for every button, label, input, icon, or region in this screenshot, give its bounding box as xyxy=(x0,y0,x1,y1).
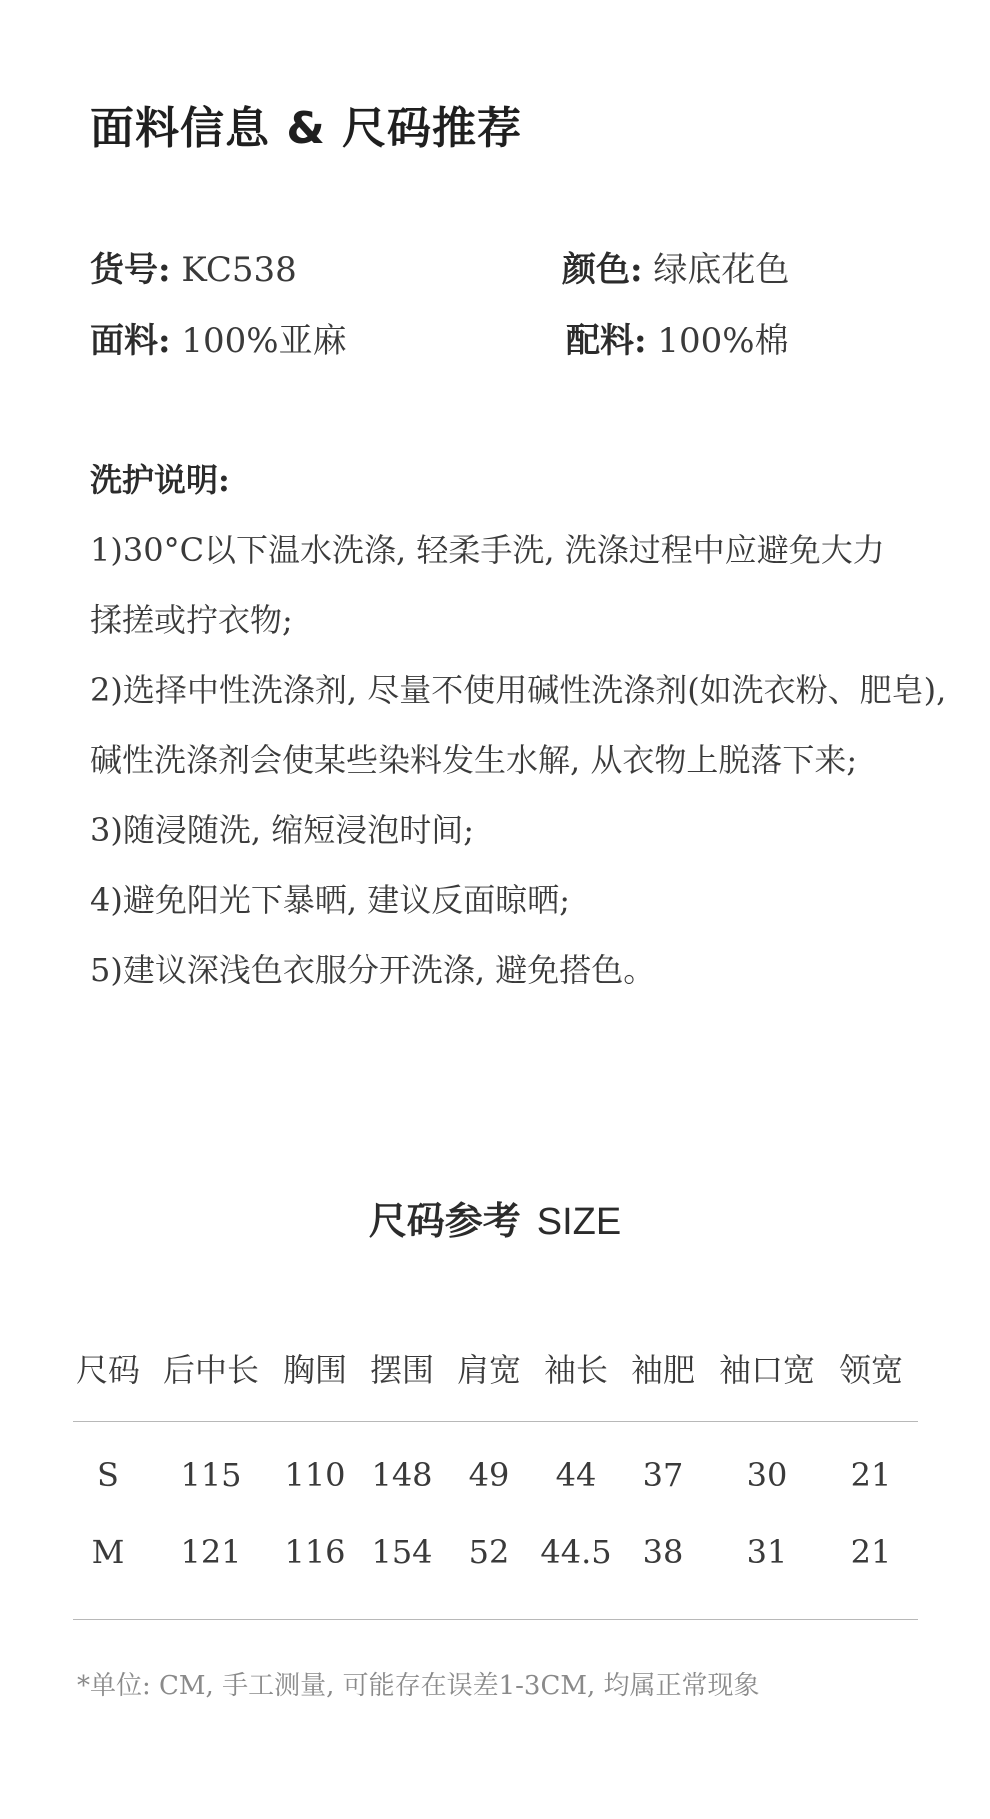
column-header: 胸围 xyxy=(282,1351,348,1389)
size-section-title xyxy=(0,1190,990,1245)
column-header: 袖口宽 xyxy=(718,1351,816,1389)
column-header: 尺码 xyxy=(75,1351,141,1389)
column-header: 袖长 xyxy=(543,1351,609,1389)
table-cell: 115 xyxy=(180,1456,242,1494)
table-cell: 30 xyxy=(746,1456,788,1494)
color-label: 颜色: xyxy=(562,250,643,290)
fabric-label: 面料: xyxy=(90,321,171,361)
table-cell: 154 xyxy=(371,1533,433,1571)
table-cell: 37 xyxy=(642,1456,684,1494)
table-cell: M xyxy=(91,1533,125,1571)
column-header: 摆围 xyxy=(369,1351,435,1389)
table-cell: 31 xyxy=(746,1533,788,1571)
lining-info xyxy=(566,313,789,362)
color-value: 绿底花色 xyxy=(653,250,790,290)
table-cell: 110 xyxy=(284,1456,346,1494)
fabric-value: 100%亚麻 xyxy=(181,321,347,361)
care-line: 揉搓或拧衣物; xyxy=(90,601,293,639)
table-divider-top xyxy=(73,1421,918,1422)
table-cell: 121 xyxy=(180,1533,242,1571)
item-number xyxy=(90,242,297,291)
color-info xyxy=(562,242,789,291)
column-header: 袖肥 xyxy=(630,1351,696,1389)
table-cell: S xyxy=(97,1456,119,1494)
table-cell: 44.5 xyxy=(540,1533,612,1571)
column-header: 后中长 xyxy=(162,1351,260,1389)
care-line: 4)避免阳光下暴晒, 建议反面晾晒; xyxy=(90,881,570,919)
table-cell: 52 xyxy=(468,1533,510,1571)
table-cell: 116 xyxy=(284,1533,346,1571)
item-number-label: 货号: xyxy=(90,250,171,290)
care-line: 碱性洗涤剂会使某些染料发生水解, 从衣物上脱落下来; xyxy=(90,741,858,779)
care-title: 洗护说明: xyxy=(90,461,230,499)
table-divider-bottom xyxy=(73,1619,918,1620)
table-cell: 38 xyxy=(642,1533,684,1571)
size-title-cn: 尺码参考 xyxy=(368,1199,521,1243)
care-line: 5)建议深浅色衣服分开洗涤, 避免搭色。 xyxy=(90,951,656,989)
care-line: 2)选择中性洗涤剂, 尽量不使用碱性洗涤剂(如洗衣粉、肥皂), xyxy=(90,671,947,709)
table-cell: 49 xyxy=(468,1456,510,1494)
table-cell: 148 xyxy=(371,1456,433,1494)
care-line: 3)随浸随洗, 缩短浸泡时间; xyxy=(90,811,474,849)
column-header: 领宽 xyxy=(838,1351,904,1389)
table-cell: 21 xyxy=(850,1533,892,1571)
page-title: 面料信息 & 尺码推荐 xyxy=(90,103,523,154)
table-cell: 44 xyxy=(555,1456,597,1494)
item-number-value: KC538 xyxy=(181,250,297,290)
measurement-note: *单位: CM, 手工测量, 可能存在误差1-3CM, 均属正常现象 xyxy=(77,1671,760,1701)
column-header: 肩宽 xyxy=(456,1351,522,1389)
lining-value: 100%棉 xyxy=(657,321,789,361)
fabric-info xyxy=(90,313,347,362)
care-line: 1)30°C以下温水洗涤, 轻柔手洗, 洗涤过程中应避免大力 xyxy=(90,531,885,569)
table-cell: 21 xyxy=(850,1456,892,1494)
size-title-en: SIZE xyxy=(536,1201,622,1243)
lining-label: 配料: xyxy=(566,321,647,361)
